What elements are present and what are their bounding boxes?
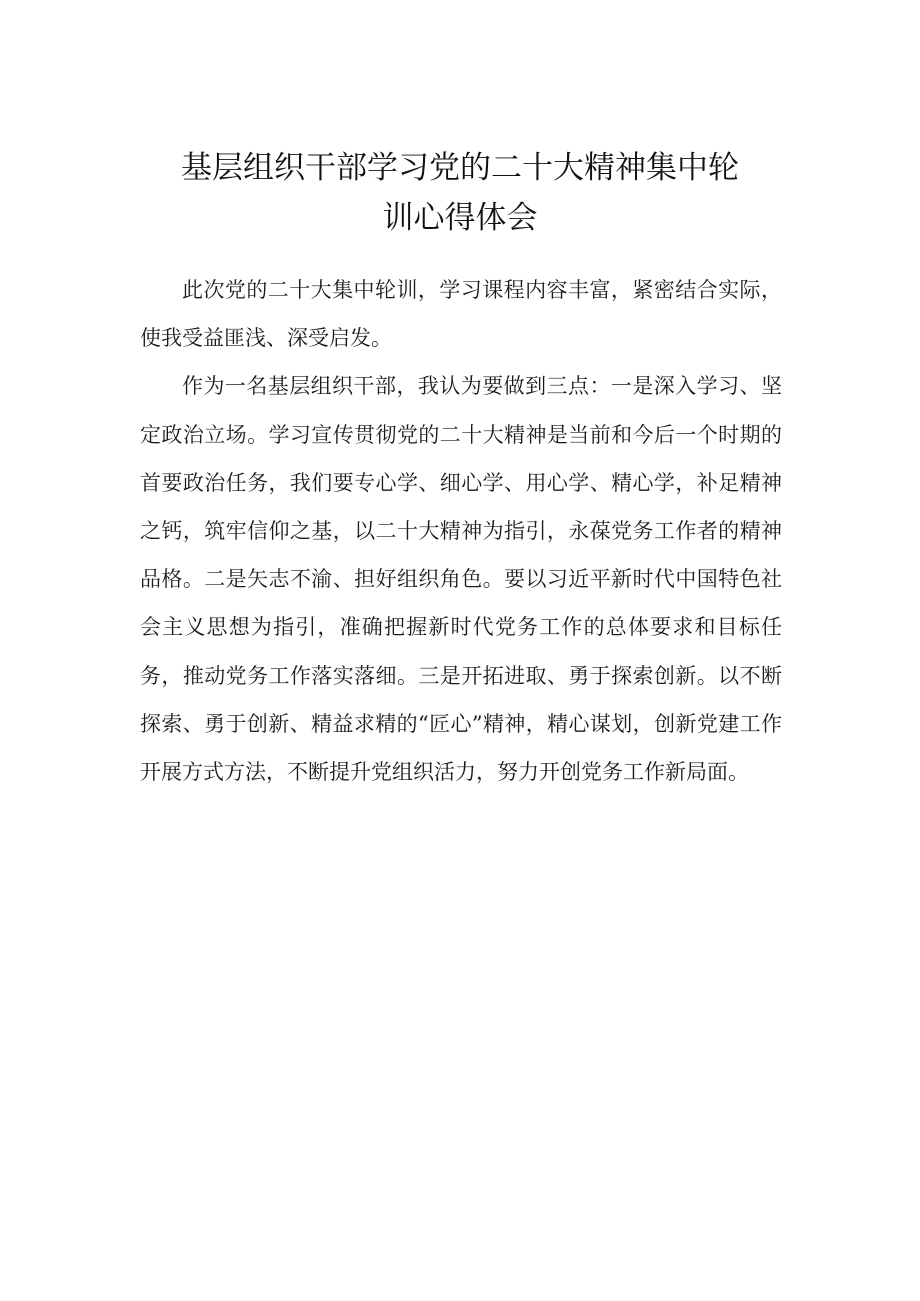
title-line-2: 训心得体会	[382, 200, 538, 236]
document-body	[140, 266, 782, 796]
paragraph-2: 作为一名基层组织干部，我认为要做到三点：一是深入学习、坚定政治立场。学习宣传贯彻党的二十大精神是当前和今后一个时期的首要政治任务，我们要专心学、细心学、用心学、精心学，补足精神之钙，筑牢信仰之基，以二十大精神为指引，永葆党务工作者的精神品格。二是矢志不渝、担好组织角色。要以习近平新时代中国特色社会主义思想为指引，准确把握新时代党务工作的总体要求和目标任务，推动党务工作落实落细。三是开拓进取、勇于探索创新。以不断探索、勇于创新、精益求精的“匠心”精神，精心谋划，创新党建工作开展方式方法，不断提升党组织活力，努力开创党务工作新局面。	[140, 374, 782, 785]
paragraph-1: 此次党的二十大集中轮训，学习课程内容丰富，紧密结合实际，使我受益匪浅、深受启发。	[140, 278, 782, 351]
title-line-1: 基层组织干部学习党的二十大精神集中轮	[181, 150, 739, 186]
document-title	[140, 143, 780, 243]
